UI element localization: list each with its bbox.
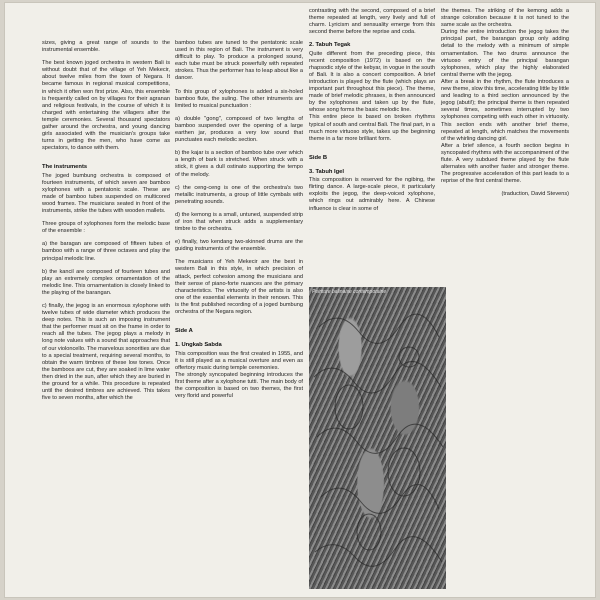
paragraph: the themes. The striking of the kemong adds a strange coloration because it is not tuned to the same scale as the orchestra. bbox=[441, 8, 569, 29]
paragraph: The best known joged orchestra in western Bali is without doubt that of the village of Yeh Mekecir, about twelve miles from the town of Negara. It became famous in regional musical competitions, in which it often won first prize. Also, this ensemble is frequently called on by villages for their agranan and religious festivals, in the course of which it is charged with entertaining the villagers after the temple ceremonies. Several thousand spectators gather around the orchestra, and young dancing girls associated with the musician's groups take turns in getting the men, who have come as spectators, to dance with them. bbox=[42, 60, 170, 152]
paragraph: sizes, giving a great range of sounds to the instrumental ensemble. bbox=[42, 40, 170, 54]
paragraph: c) finally, the jegog is an enormous xylophone with twelve tubes of wide diameter which produces the deep notes. This is such an imposing instrument that the performer must sit on the frame in order to reach all the tubes. The jegog plays a melody in long note values with a sound that approaches that of our violoncello. The marvelous sonorities are due to a special treatment, requiring several months, to obtain the warm timbres of these low tones. Once the bamboos are cut, they are soaked in lime water then dried in the sun, after which they are buried in the ground for a while. This procedure is repeated until the desired timbres are achieved. This takes five to seven months, after which the bbox=[42, 303, 171, 402]
heading-track-3: 3. Tabuh Igel bbox=[309, 169, 344, 175]
paragraph: contrasting with the second, composed of a brief theme repeated at length, very lively and full of charm. Lyricism and sensuality emerge from this second theme before the reprise and coda. bbox=[309, 8, 435, 36]
paragraph: b) the kajar is a section of bamboo tube over which a length of bark is stretched. When struck with a stick, it gives a dull ostinato supporting the tempo of the melody. bbox=[175, 150, 303, 178]
paragraph: d) the kemong is a small, untuned, suspended strip of iron that when struck adds a supplementary timbre to the orchestra. bbox=[175, 211, 303, 233]
paragraph: e) finally, two kendang two-skinned drums are the guiding instruments of the ensemble. bbox=[175, 239, 303, 253]
paragraph: c) the ceng-ceng is one of the orchestra's two metallic instruments, a group of little cymbals with penetrating sounds. bbox=[175, 184, 303, 205]
paragraph: The musicians of Yeh Mekecir are the best in western Bali in this style, in which precision of attack, perfect cohesion among the musicians and their sense of piano-forte nuances are the primary characteristics. The virtuosity of the artists is also one of the essential elements in their renown. This is the first published recording of a joged bumbung orchestra of the Negara region. bbox=[175, 259, 303, 315]
balinese-painting-image bbox=[309, 287, 446, 589]
heading-track-1: 1. Ungkab Sabda bbox=[175, 342, 222, 349]
paragraph: To this group of xylophones is added a six-holed bamboo flute, the suling. The other intruments are limited to musical punctuation : bbox=[175, 88, 303, 109]
column-2 bbox=[175, 40, 303, 406]
paragraph: During the entire introduction the jegog takes the principal part, the barangan group only adding detail to the melody with a minimum of simple ornamentation. The two drums announce the virtuoso entry of the principal barangan xylophones, which play the highly elaborated central theme with the jegog. bbox=[441, 29, 569, 78]
paragraph: a) the baragan are composed of fifteen tubes of bamboo with a range of three octaves and play the principal melodic line. bbox=[42, 241, 170, 262]
heading-side-a: Side A bbox=[175, 328, 193, 335]
liner-notes-page bbox=[4, 2, 596, 598]
paragraph: The joged bumbung orchestra is composed of fourteen instruments, of which seven are bamboo xylophones with a pentatonic scale. These are made of bamboo tubes suspended on multicored wood frames. The musicians seated in front of the instruments, strike the tubes with wooden mallets. bbox=[42, 172, 170, 215]
paragraph: Three groups of xylophones form the melodic base of the ensemble : bbox=[42, 221, 170, 235]
painting-figures bbox=[309, 287, 446, 589]
paragraph: The strongly syncopated beginning introduces the first theme after a xylophone tutti. The main body of the composition is based on two themes, the first very florid and powerful bbox=[175, 371, 303, 400]
heading-track-2: 2. Tabuh Tegak bbox=[309, 42, 351, 49]
paragraph: This entire piece is based on broken rhythms typical of south and central Bali. The final part, in a much more virtuoso style, takes up the beginning theme in a far more brilliant form. bbox=[309, 114, 435, 142]
image-caption: Peinture balinaise contemporaine bbox=[312, 289, 387, 295]
paragraph: Quite different from the preceding piece, this recent composition (1972) is based on the rhapsodic style of the kebyar, in vogue in the south of Bali. It is also a concert composition. A brief introduction is played by the flute (which plays an important part throughout this piece). The theme, made of brief melodic phrases, is then announced by the xylophones and taken up by the flute, whose song forms the basic melodic line. bbox=[309, 50, 435, 114]
paragraph: This composition is reserved for the ngibing, the flirting dance. A large-scale piece, it particularly exploits the jegog, the deep-voiced xylophone, which rings out admirably here. A Chinese influence is clear in some of bbox=[309, 177, 435, 212]
paragraph: This composition was the first created in 1955, and it is still played as a musical overture and even as offertory music during temple ceremonies. bbox=[175, 350, 303, 371]
heading-instruments: The instruments bbox=[42, 164, 88, 171]
paragraph: After a break in the rhythm, the flute introduces a new theme, slow this time, accelerating little by little and leading to a third section announced by the jegog (abuti!); the principal theme is then repeated several times, sometimes interrupted by two xylophones competing with each other in virtuosity. This section ends with another brief theme, repeated at length, which matches the movements of the whirling dancing girl. bbox=[441, 78, 569, 142]
paragraph: bamboo tubes are tuned to the pentatonic scale used in this region of Bali. The instrument is very difficult to play. To produce a prolonged sound, each tube must be struck powerfully with repeated strokes. Thus the performer has to leap about like a dancer. bbox=[175, 40, 303, 82]
column-1 bbox=[42, 40, 170, 408]
paragraph: b) the kancil are composed of fourteen tubes and play an extremely complex ornamentation of the melodic line. This ornamentation is closely linked to the playing of the barangan. bbox=[42, 268, 170, 296]
translation-credit: (traduction, David Stevens) bbox=[501, 191, 569, 198]
paragraph: After a brief silence, a fourth section begins in syncopated rhythms with the accompaniment of the flute. A very subdued theme played by the flute alternates with another faster and stronger theme. The progressive acceleration of this part leads to a reprise of the first central theme. bbox=[441, 142, 569, 185]
heading-side-b: Side B bbox=[309, 154, 328, 161]
column-4 bbox=[441, 8, 569, 204]
column-3 bbox=[309, 8, 435, 219]
paragraph: a) double "gong", composed of two lengths of bamboo suspended over the opening of a large earthen jar, produces a very low sound that punctuates each melodic section. bbox=[175, 115, 303, 144]
